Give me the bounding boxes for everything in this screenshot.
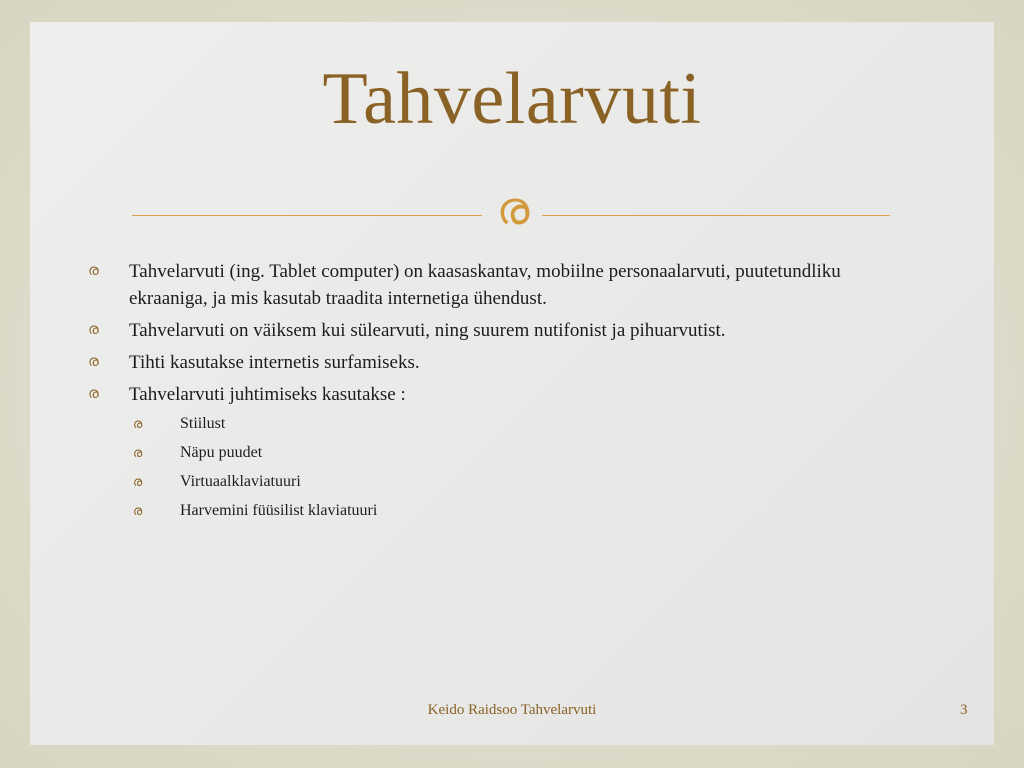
curl-bullet-icon: ര: [88, 263, 99, 279]
curl-bullet-icon: ര: [88, 386, 99, 402]
bullet-text: Tahvelarvuti (ing. Tablet computer) on kaasaskantav, mobiilne personaalarvuti, puutetundliku ekraaniga, ja mis kasutab traadita internetiga ühendust.: [129, 261, 841, 309]
curl-bullet-icon: ര: [133, 445, 143, 460]
page-number: 3: [960, 702, 968, 718]
curl-bullet-icon: ര: [88, 354, 99, 370]
sub-bullet-item: [88, 500, 888, 522]
slide-title: Tahvelarvuti: [322, 58, 702, 140]
bullet-text: Tihti kasutakse internetis surfamiseks.: [129, 352, 420, 373]
sub-bullet-item: [88, 442, 888, 464]
curl-ornament-icon: ര: [496, 183, 530, 234]
slide-footer: Keido Raidsoo Tahvelarvuti: [427, 702, 597, 718]
sub-bullet-text: Harvemini füüsilist klaviatuuri: [180, 502, 378, 519]
bullet-list: [88, 258, 888, 529]
curl-bullet-icon: ര: [88, 322, 99, 338]
bullet-item: [88, 258, 888, 312]
curl-bullet-icon: ര: [133, 474, 143, 489]
sub-bullet-text: Stiilust: [180, 415, 226, 432]
title-divider-left: [132, 215, 482, 216]
sub-bullet-item: [88, 471, 888, 493]
bullet-text: Tahvelarvuti juhtimiseks kasutakse :: [129, 384, 406, 405]
sub-bullet-text: Näpu puudet: [180, 444, 263, 461]
curl-bullet-icon: ര: [133, 416, 143, 431]
bullet-item: [88, 317, 888, 344]
sub-bullet-list: [88, 413, 888, 522]
sub-bullet-item: [88, 413, 888, 435]
bullet-item: [88, 349, 888, 376]
bullet-item: [88, 381, 888, 408]
bullet-text: Tahvelarvuti on väiksem kui sülearvuti, ning suurem nutifonist ja pihuarvutist.: [129, 320, 726, 341]
sub-bullet-text: Virtuaalklaviatuuri: [180, 473, 301, 490]
curl-bullet-icon: ര: [133, 503, 143, 518]
title-divider-right: [542, 215, 890, 216]
